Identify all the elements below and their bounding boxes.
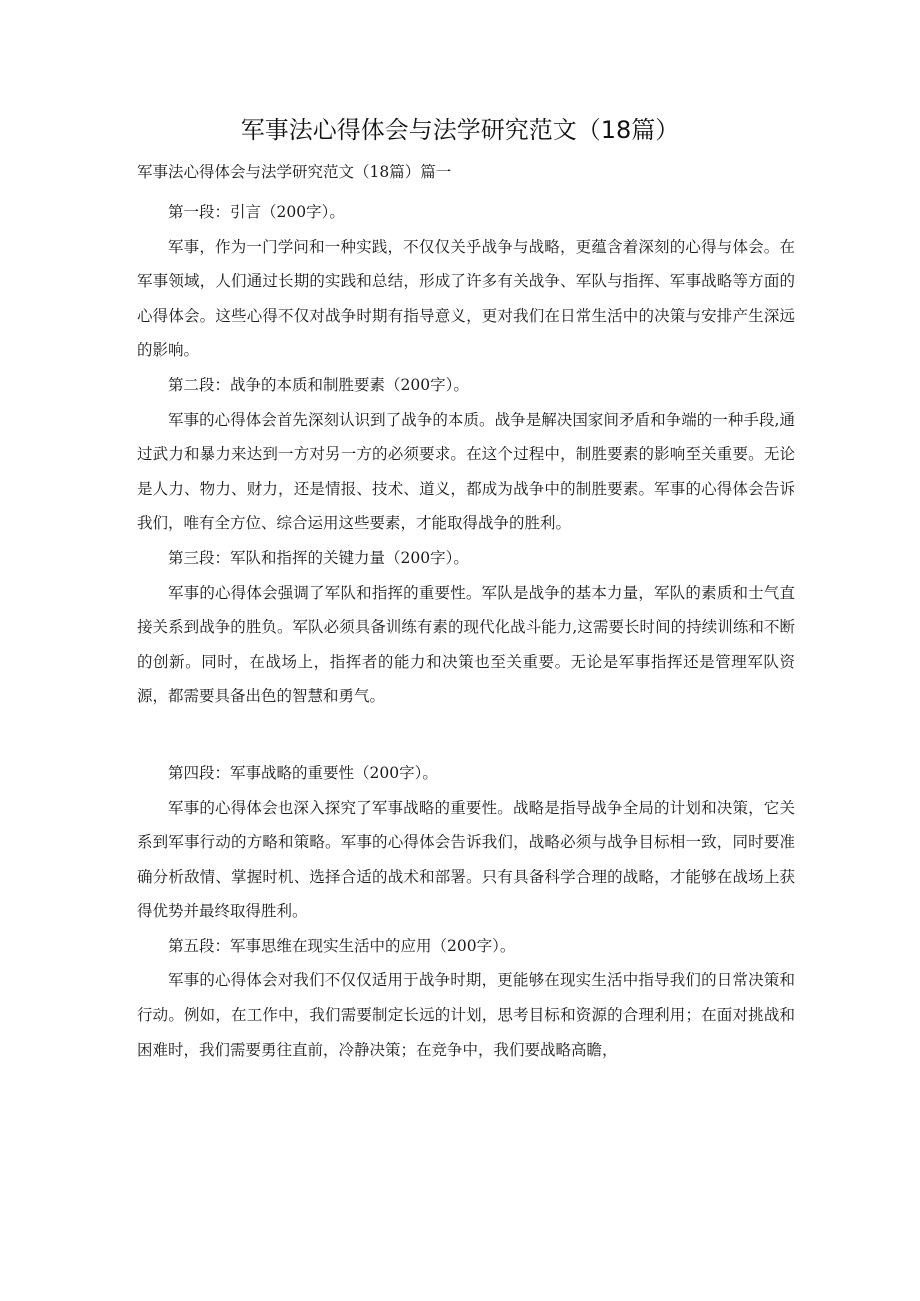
section-2-paragraph: 军事的心得体会首先深刻认识到了战争的本质。战争是解决国家间矛盾和争端的一种手段,通过武力和暴力来达到一方对另一方的必须要求。在这个过程中，制胜要素的影响至关重要。无论是人力、物力、财力，还是情报、技术、道义，都成为战争中的制胜要素。军事的心得体会告诉我们，唯有全方位、综合运用这些要素，才能取得战争的胜利。 <box>137 410 795 533</box>
section-4-heading: 第四段：军事战略的重要性（200字）。 <box>168 763 438 782</box>
section-5-paragraph: 军事的心得体会对我们不仅仅适用于战争时期，更能够在现实生活中指导我们的日常决策和行动。例如，在工作中，我们需要制定长远的计划，思考目标和资源的合理利用；在面对挑战和困难时，我们需要勇往直前，冷静决策；在竞争中，我们要战略高瞻， <box>137 971 795 1059</box>
section-5-heading: 第五段：军事思维在现实生活中的应用（200字）。 <box>168 936 516 955</box>
section-2-heading: 第二段：战争的本质和制胜要素（200字）。 <box>168 375 469 394</box>
section-4-paragraph: 军事的心得体会也深入探究了军事战略的重要性。战略是指导战争全局的计划和决策，它关系到军事行动的方略和策略。军事的心得体会告诉我们，战略必须与战争目标相一致，同时要准确分析敌情、掌握时机、选择合适的战术和部署。只有具备科学合理的战略，才能够在战场上获得优势并最终取得胜利。 <box>137 798 795 921</box>
document-subtitle: 军事法心得体会与法学研究范文（18篇）篇一 <box>137 163 452 181</box>
section-3-heading: 第三段：军队和指挥的关键力量（200字）。 <box>168 548 469 567</box>
section-3-paragraph: 军事的心得体会强调了军队和指挥的重要性。军队是战争的基本力量，军队的素质和士气直接关系到战争的胜负。军队必须具备训练有素的现代化战斗能力,这需要长时间的持续训练和不断的创新。同时，在战场上，指挥者的能力和决策也至关重要。无论是军事指挥还是管理军队资源，都需要具备出色的智慧和勇气。 <box>137 583 795 706</box>
section-1-paragraph: 军事，作为一门学问和一种实践，不仅仅关乎战争与战略，更蕴含着深刻的心得与体会。在军事领域，人们通过长期的实践和总结，形成了许多有关战争、军队与指挥、军事战略等方面的心得体会。这些心得不仅对战争时期有指导意义，更对我们在日常生活中的决策与安排产生深远的影响。 <box>137 237 795 360</box>
section-1-heading: 第一段：引言（200字）。 <box>168 203 345 221</box>
document-title: 军事法心得体会与法学研究范文（18篇） <box>240 116 680 144</box>
paragraph-gap <box>137 714 795 756</box>
document-body <box>137 195 795 1067</box>
